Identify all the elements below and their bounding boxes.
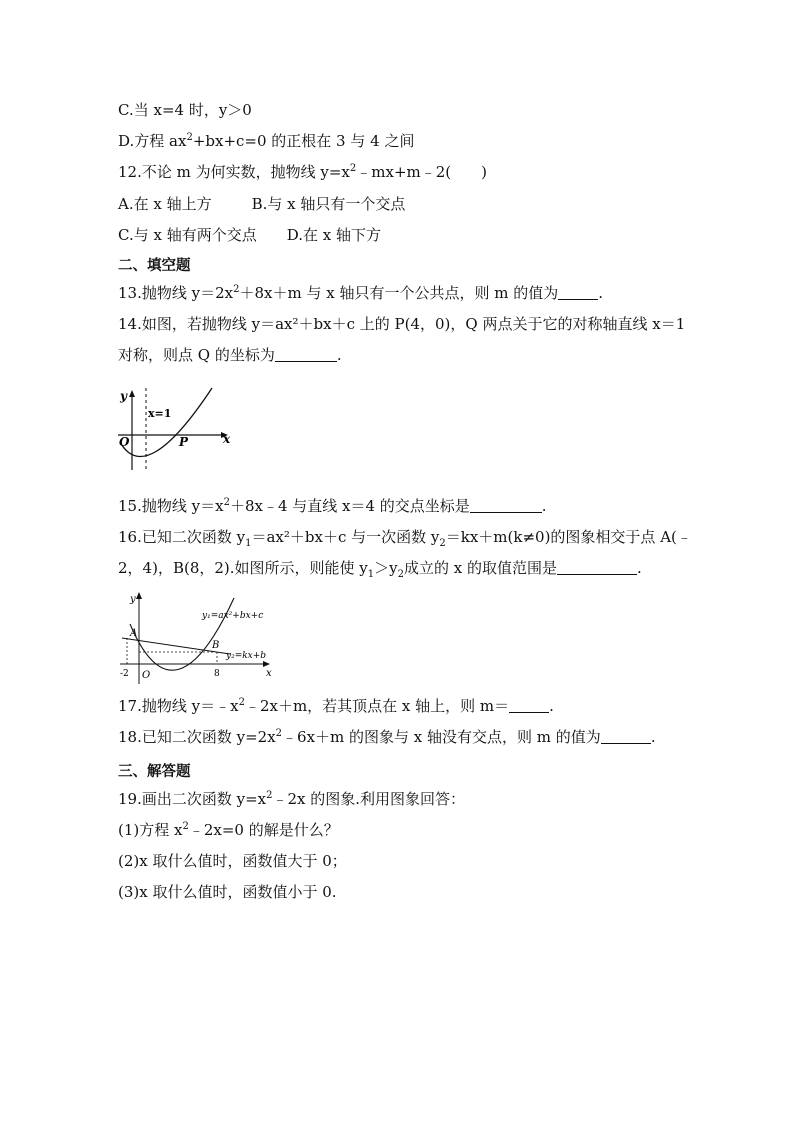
q18-answer-blank	[601, 729, 651, 744]
q19-stem: 19.画出二次函数 $y=x^2﹣2x$ 的图象.利用图象回答：	[118, 790, 466, 808]
q12-stem: 12.不论 m 为何实数，抛物线 $y=x^2﹣mx+m﹣2$( )	[118, 163, 487, 181]
q12-options-cd	[118, 225, 381, 245]
q16-parabola-curve	[130, 598, 234, 670]
q13-answer-blank	[558, 285, 598, 300]
q18: 18.已知二次函数 $y=2x^2﹣6x+m$ 的图象与 x 轴没有交点，则 m 的值为 .	[118, 728, 656, 746]
q16-x-arrow	[263, 661, 270, 667]
q16-tick-eight: 8	[214, 669, 220, 679]
q16-parabola-formula: y₁=ax²+bx+c	[202, 611, 264, 621]
q16-point-b-label: B	[212, 640, 220, 651]
q14-y-arrow	[129, 390, 135, 397]
q19-part1: (1)方程 $x^2﹣2x=0$ 的解是什么？	[118, 821, 339, 839]
q14-x-label: x	[223, 432, 231, 446]
section-answer-heading: 三、解答题	[118, 764, 191, 780]
q11-option-c: C.当 x=4 时，y＞0	[118, 101, 252, 119]
q14-origin-label: O	[119, 435, 130, 449]
q17: 17.抛物线 $y=﹣x^2﹣2x+m$，若其顶点在 x 轴上，则 m＝ .	[118, 697, 554, 715]
q16-answer-blank	[557, 560, 637, 575]
q16-point-a-label: A	[130, 628, 138, 639]
q16-y-label: y	[130, 594, 136, 605]
q16-origin-label: O	[142, 670, 151, 681]
q15-answer-blank	[470, 498, 542, 513]
q16-line1: 16.已知二次函数 $y_1=ax^2+bx+c$ 与一次函数 $y_2=kx+m(k\ne 0)$的图象相交于点 A(﹣	[118, 528, 692, 549]
q14-point-p-label: P	[179, 435, 189, 449]
section-fill-in-heading: 二、填空题	[118, 258, 191, 274]
q14-answer-blank	[275, 347, 337, 362]
q19-part3: (3)x 取什么值时，函数值小于 0.	[118, 883, 337, 901]
q12-option-c: C.与 x 轴有两个交点	[118, 226, 257, 244]
q14-parabola-curve	[120, 388, 212, 456]
q16-linear-formula: y₂=kx+b	[226, 651, 267, 661]
q13: 13.抛物线 $y=2x^2+8x+m$ 与 x 轴只有一个公共点，则 m 的值为 .	[118, 284, 604, 302]
q16-x-label: x	[266, 668, 272, 679]
q11-option-d: D.方程 $ax^2+bx+c=0$ 的正根在 3 与 4 之间	[118, 132, 415, 150]
q17-answer-blank	[509, 698, 549, 713]
q14-y-label: y	[120, 389, 127, 403]
q16-line2: 2，4)，B(8，2).如图所示，则能使 $y_1>y_2$成立的 x 的取值范围是 .	[118, 559, 642, 580]
q16-y-arrow	[136, 592, 142, 599]
q16-tick-minus-two: -2	[120, 669, 129, 679]
q12-option-a: A.在 x 轴上方	[118, 195, 212, 213]
q14-line2: 对称，则点 Q 的坐标为 .	[118, 346, 342, 364]
q15: 15.抛物线 $y=x^2+8x﹣4$ 与直线 x＝4 的交点坐标是 .	[118, 497, 547, 515]
q12-option-d: D.在 x 轴下方	[286, 226, 381, 244]
q16-intersection-figure	[116, 588, 278, 688]
q12-options-ab	[118, 194, 405, 214]
q19-part2: (2)x 取什么值时，函数值大于 0；	[118, 852, 347, 870]
q14-line1: 14.如图，若抛物线 y＝ax²＋bx＋c 上的 P(4，0)，Q 两点关于它的对称轴直线 x＝1	[118, 315, 686, 333]
q14-axis-label: x=1	[148, 407, 172, 420]
q12-option-b: B.与 x 轴只有一个交点	[251, 195, 406, 213]
q14-parabola-figure	[112, 386, 242, 474]
